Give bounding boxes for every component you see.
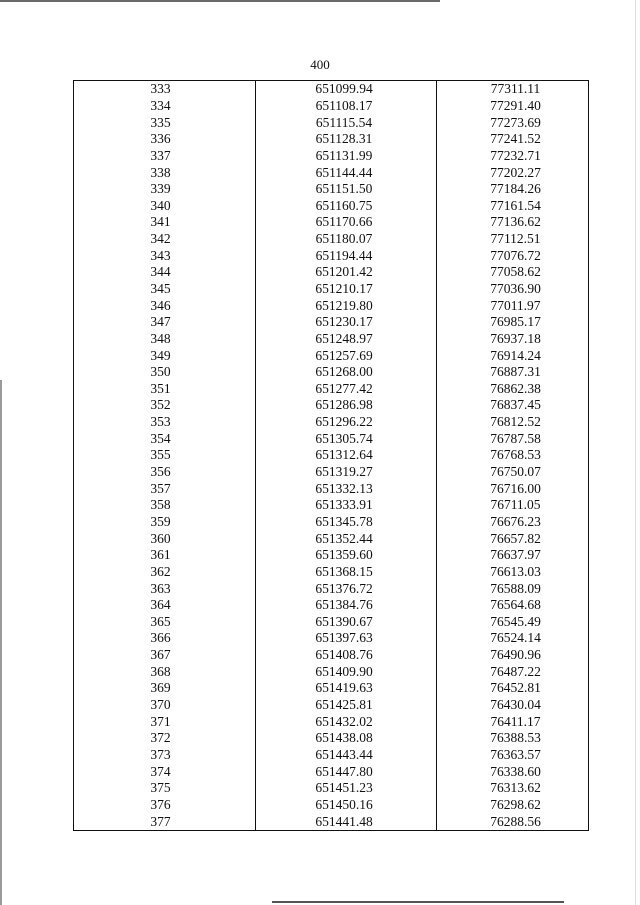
point-number-cell: 355 [74, 447, 256, 464]
y-coordinate-cell: 76564.68 [437, 597, 589, 614]
point-number-cell: 341 [74, 214, 256, 231]
x-coordinate-cell: 651151.50 [256, 181, 437, 198]
point-number-cell: 335 [74, 114, 256, 131]
x-coordinate-cell: 651368.15 [256, 564, 437, 581]
x-coordinate-cell: 651441.48 [256, 813, 437, 830]
y-coordinate-cell: 77273.69 [437, 114, 589, 131]
point-number-cell: 354 [74, 430, 256, 447]
table-row [74, 114, 589, 131]
x-coordinate-cell: 651160.75 [256, 197, 437, 214]
point-number-cell: 353 [74, 414, 256, 431]
point-number-cell: 367 [74, 647, 256, 664]
point-number-cell: 365 [74, 614, 256, 631]
table-row [74, 813, 589, 830]
table-row [74, 763, 589, 780]
x-coordinate-cell: 651180.07 [256, 231, 437, 248]
table-row [74, 780, 589, 797]
x-coordinate-cell: 651230.17 [256, 314, 437, 331]
point-number-cell: 348 [74, 331, 256, 348]
page-number: 400 [310, 57, 330, 72]
table-row [74, 480, 589, 497]
table-row [74, 530, 589, 547]
table-row [74, 197, 589, 214]
y-coordinate-cell: 76637.97 [437, 547, 589, 564]
table-row [74, 464, 589, 481]
point-number-cell: 374 [74, 763, 256, 780]
table-row [74, 614, 589, 631]
table-row [74, 264, 589, 281]
table-row [74, 747, 589, 764]
y-coordinate-cell: 76657.82 [437, 530, 589, 547]
x-coordinate-cell: 651099.94 [256, 81, 437, 98]
table-row [74, 314, 589, 331]
x-coordinate-cell: 651390.67 [256, 614, 437, 631]
scan-edge-bottom [272, 901, 564, 903]
table-row [74, 447, 589, 464]
table-row [74, 98, 589, 115]
y-coordinate-cell: 77184.26 [437, 181, 589, 198]
table-row [74, 547, 589, 564]
y-coordinate-cell: 76768.53 [437, 447, 589, 464]
x-coordinate-cell: 651131.99 [256, 148, 437, 165]
y-coordinate-cell: 76388.53 [437, 730, 589, 747]
scan-edge-left [0, 380, 2, 905]
table-row [74, 697, 589, 714]
table-row [74, 497, 589, 514]
x-coordinate-cell: 651450.16 [256, 797, 437, 814]
table-row [74, 647, 589, 664]
y-coordinate-cell: 76338.60 [437, 763, 589, 780]
x-coordinate-cell: 651384.76 [256, 597, 437, 614]
point-number-cell: 376 [74, 797, 256, 814]
x-coordinate-cell: 651438.08 [256, 730, 437, 747]
x-coordinate-cell: 651397.63 [256, 630, 437, 647]
point-number-cell: 346 [74, 297, 256, 314]
point-number-cell: 344 [74, 264, 256, 281]
table-row [74, 281, 589, 298]
x-coordinate-cell: 651115.54 [256, 114, 437, 131]
point-number-cell: 345 [74, 281, 256, 298]
table-row [74, 514, 589, 531]
table-row [74, 414, 589, 431]
point-number-cell: 359 [74, 514, 256, 531]
point-number-cell: 349 [74, 347, 256, 364]
y-coordinate-cell: 76787.58 [437, 430, 589, 447]
x-coordinate-cell: 651170.66 [256, 214, 437, 231]
y-coordinate-cell: 76363.57 [437, 747, 589, 764]
table-row [74, 214, 589, 231]
table-row [74, 331, 589, 348]
point-number-cell: 377 [74, 813, 256, 830]
table-row [74, 630, 589, 647]
point-number-cell: 333 [74, 81, 256, 98]
y-coordinate-cell: 76676.23 [437, 514, 589, 531]
scan-edge-top [0, 0, 440, 2]
y-coordinate-cell: 76914.24 [437, 347, 589, 364]
x-coordinate-cell: 651257.69 [256, 347, 437, 364]
x-coordinate-cell: 651409.90 [256, 663, 437, 680]
y-coordinate-cell: 76750.07 [437, 464, 589, 481]
x-coordinate-cell: 651296.22 [256, 414, 437, 431]
point-number-cell: 370 [74, 697, 256, 714]
table-row [74, 297, 589, 314]
point-number-cell: 343 [74, 247, 256, 264]
point-number-cell: 371 [74, 713, 256, 730]
point-number-cell: 340 [74, 197, 256, 214]
y-coordinate-cell: 77291.40 [437, 98, 589, 115]
x-coordinate-cell: 651376.72 [256, 580, 437, 597]
y-coordinate-cell: 77232.71 [437, 148, 589, 165]
coordinates-table [73, 80, 589, 831]
point-number-cell: 339 [74, 181, 256, 198]
x-coordinate-cell: 651443.44 [256, 747, 437, 764]
y-coordinate-cell: 76288.56 [437, 813, 589, 830]
y-coordinate-cell: 77058.62 [437, 264, 589, 281]
x-coordinate-cell: 651286.98 [256, 397, 437, 414]
y-coordinate-cell: 77136.62 [437, 214, 589, 231]
table-row [74, 148, 589, 165]
point-number-cell: 357 [74, 480, 256, 497]
y-coordinate-cell: 77011.97 [437, 297, 589, 314]
table-row [74, 247, 589, 264]
x-coordinate-cell: 651432.02 [256, 713, 437, 730]
y-coordinate-cell: 76313.62 [437, 780, 589, 797]
x-coordinate-cell: 651332.13 [256, 480, 437, 497]
point-number-cell: 368 [74, 663, 256, 680]
table-row [74, 713, 589, 730]
y-coordinate-cell: 76524.14 [437, 630, 589, 647]
y-coordinate-cell: 76837.45 [437, 397, 589, 414]
point-number-cell: 358 [74, 497, 256, 514]
y-coordinate-cell: 76812.52 [437, 414, 589, 431]
y-coordinate-cell: 77036.90 [437, 281, 589, 298]
table-row [74, 597, 589, 614]
y-coordinate-cell: 76588.09 [437, 580, 589, 597]
point-number-cell: 356 [74, 464, 256, 481]
y-coordinate-cell: 76613.03 [437, 564, 589, 581]
table-row [74, 430, 589, 447]
table-row [74, 231, 589, 248]
table-row [74, 580, 589, 597]
point-number-cell: 334 [74, 98, 256, 115]
y-coordinate-cell: 76430.04 [437, 697, 589, 714]
y-coordinate-cell: 76545.49 [437, 614, 589, 631]
table-row [74, 181, 589, 198]
point-number-cell: 366 [74, 630, 256, 647]
x-coordinate-cell: 651305.74 [256, 430, 437, 447]
y-coordinate-cell: 76862.38 [437, 381, 589, 398]
point-number-cell: 364 [74, 597, 256, 614]
y-coordinate-cell: 77112.51 [437, 231, 589, 248]
y-coordinate-cell: 77311.11 [437, 81, 589, 98]
table-row [74, 81, 589, 98]
y-coordinate-cell: 76716.00 [437, 480, 589, 497]
table-row [74, 397, 589, 414]
scan-edge-right [635, 0, 636, 905]
point-number-cell: 347 [74, 314, 256, 331]
point-number-cell: 337 [74, 148, 256, 165]
table-row [74, 131, 589, 148]
table-row [74, 381, 589, 398]
point-number-cell: 360 [74, 530, 256, 547]
y-coordinate-cell: 76887.31 [437, 364, 589, 381]
x-coordinate-cell: 651345.78 [256, 514, 437, 531]
table-row [74, 347, 589, 364]
y-coordinate-cell: 76985.17 [437, 314, 589, 331]
point-number-cell: 336 [74, 131, 256, 148]
point-number-cell: 363 [74, 580, 256, 597]
x-coordinate-cell: 651194.44 [256, 247, 437, 264]
y-coordinate-cell: 76490.96 [437, 647, 589, 664]
coordinates-table-body [74, 81, 589, 831]
x-coordinate-cell: 651319.27 [256, 464, 437, 481]
y-coordinate-cell: 76937.18 [437, 331, 589, 348]
point-number-cell: 362 [74, 564, 256, 581]
y-coordinate-cell: 76487.22 [437, 663, 589, 680]
point-number-cell: 342 [74, 231, 256, 248]
x-coordinate-cell: 651219.80 [256, 297, 437, 314]
x-coordinate-cell: 651277.42 [256, 381, 437, 398]
x-coordinate-cell: 651201.42 [256, 264, 437, 281]
y-coordinate-cell: 77161.54 [437, 197, 589, 214]
x-coordinate-cell: 651144.44 [256, 164, 437, 181]
table-row [74, 663, 589, 680]
y-coordinate-cell: 76298.62 [437, 797, 589, 814]
x-coordinate-cell: 651419.63 [256, 680, 437, 697]
x-coordinate-cell: 651108.17 [256, 98, 437, 115]
table-row [74, 730, 589, 747]
y-coordinate-cell: 77076.72 [437, 247, 589, 264]
point-number-cell: 375 [74, 780, 256, 797]
x-coordinate-cell: 651312.64 [256, 447, 437, 464]
point-number-cell: 350 [74, 364, 256, 381]
point-number-cell: 372 [74, 730, 256, 747]
point-number-cell: 369 [74, 680, 256, 697]
x-coordinate-cell: 651268.00 [256, 364, 437, 381]
y-coordinate-cell: 77241.52 [437, 131, 589, 148]
x-coordinate-cell: 651352.44 [256, 530, 437, 547]
point-number-cell: 373 [74, 747, 256, 764]
point-number-cell: 351 [74, 381, 256, 398]
x-coordinate-cell: 651408.76 [256, 647, 437, 664]
point-number-cell: 361 [74, 547, 256, 564]
x-coordinate-cell: 651447.80 [256, 763, 437, 780]
x-coordinate-cell: 651451.23 [256, 780, 437, 797]
y-coordinate-cell: 76411.17 [437, 713, 589, 730]
table-row [74, 364, 589, 381]
x-coordinate-cell: 651425.81 [256, 697, 437, 714]
x-coordinate-cell: 651210.17 [256, 281, 437, 298]
table-row [74, 680, 589, 697]
table-row [74, 164, 589, 181]
y-coordinate-cell: 76452.81 [437, 680, 589, 697]
y-coordinate-cell: 76711.05 [437, 497, 589, 514]
table-row [74, 564, 589, 581]
x-coordinate-cell: 651359.60 [256, 547, 437, 564]
point-number-cell: 338 [74, 164, 256, 181]
point-number-cell: 352 [74, 397, 256, 414]
x-coordinate-cell: 651333.91 [256, 497, 437, 514]
x-coordinate-cell: 651248.97 [256, 331, 437, 348]
x-coordinate-cell: 651128.31 [256, 131, 437, 148]
y-coordinate-cell: 77202.27 [437, 164, 589, 181]
table-row [74, 797, 589, 814]
